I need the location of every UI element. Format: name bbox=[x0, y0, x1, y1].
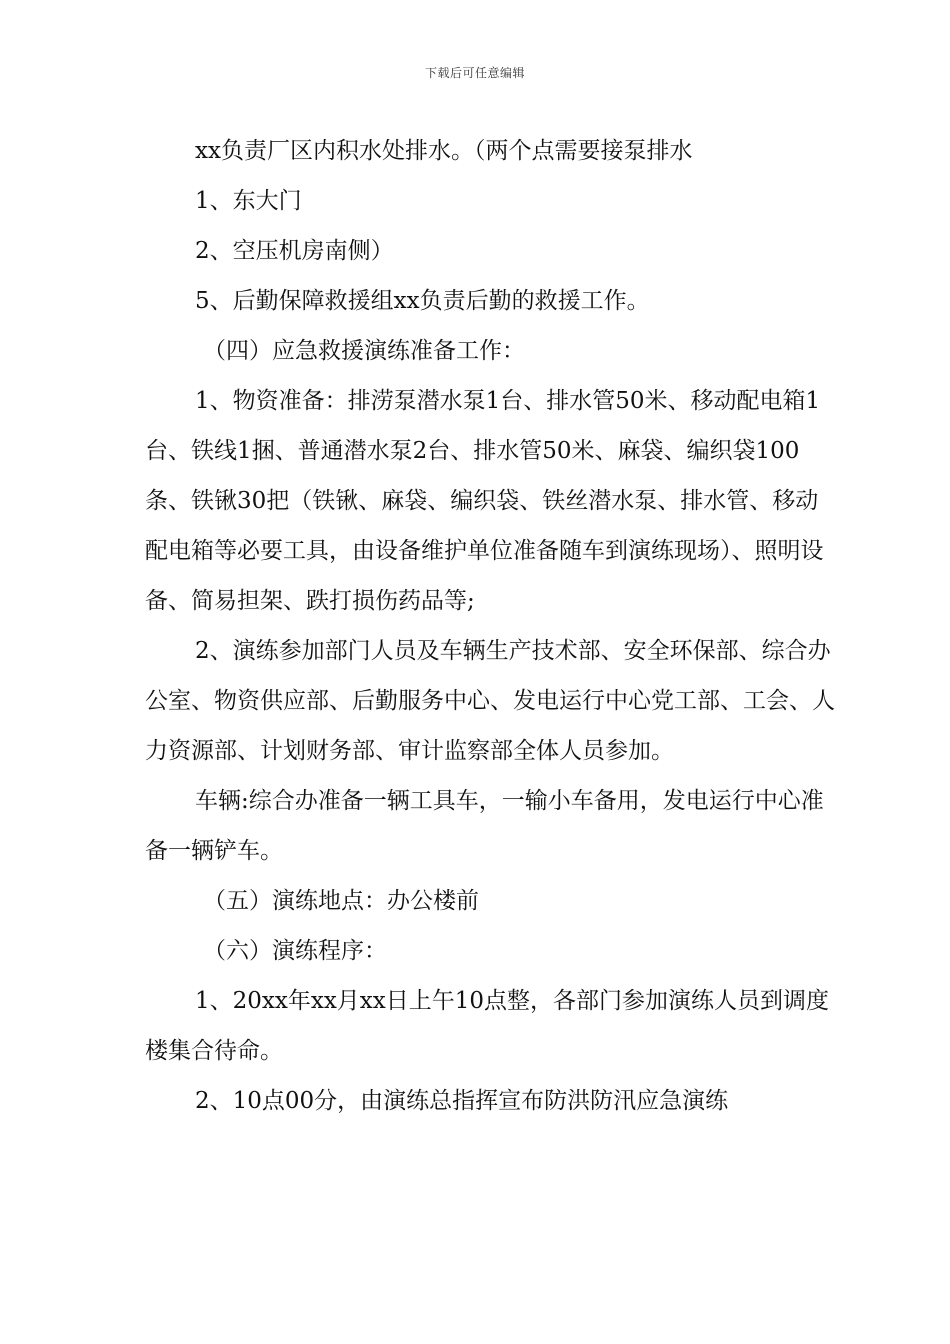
paragraph-east-gate: 1、东大门 bbox=[195, 188, 302, 214]
paragraph-assembly: 1、20xx年xx月xx日上午10点整，各部门参加演练人员到调度楼集合待命。 bbox=[145, 988, 829, 1064]
paragraph-logistics-team: 5、后勤保障救援组xx负责后勤的救援工作。 bbox=[195, 288, 650, 314]
section-heading-location: （五）演练地点：办公楼前 bbox=[203, 888, 479, 914]
paragraph-compressor-room: 2、空压机房南侧） bbox=[195, 238, 394, 264]
paragraph-departments: 2、演练参加部门人员及车辆生产技术部、安全环保部、综合办公室、物资供应部、后勤服务中心、发电运行中心党工部、工会、人力资源部、计划财务部、审计监察部全体人员参加。 bbox=[145, 638, 835, 764]
page-header: 下载后可任意编辑 bbox=[424, 66, 525, 80]
paragraph-vehicles: 车辆:综合办准备一辆工具车，一输小车备用，发电运行中心准备一辆铲车。 bbox=[145, 788, 824, 864]
paragraph-announcement: 2、10点00分，由演练总指挥宣布防洪防汛应急演练 bbox=[195, 1088, 729, 1114]
section-heading-preparation: （四）应急救援演练准备工作： bbox=[203, 338, 525, 364]
paragraph-materials: 1、物资准备：排涝泵潜水泵1台、排水管50米、移动配电箱1台、铁线1捆、普通潜水泵2台、排水管50米、麻袋、编织袋100条、铁锹30把（铁锹、麻袋、编织袋、铁丝潜水泵、排水管、移动配电箱等必要工具，由设备维护单位准备随车到演练现场）、照明设备、简易担架、跌打损伤药品等; bbox=[145, 388, 824, 614]
paragraph-drainage: xx负责厂区内积水处排水。（两个点需要接泵排水 bbox=[195, 138, 693, 164]
section-heading-procedure: （六）演练程序： bbox=[203, 938, 387, 964]
document-body bbox=[145, 126, 835, 1126]
